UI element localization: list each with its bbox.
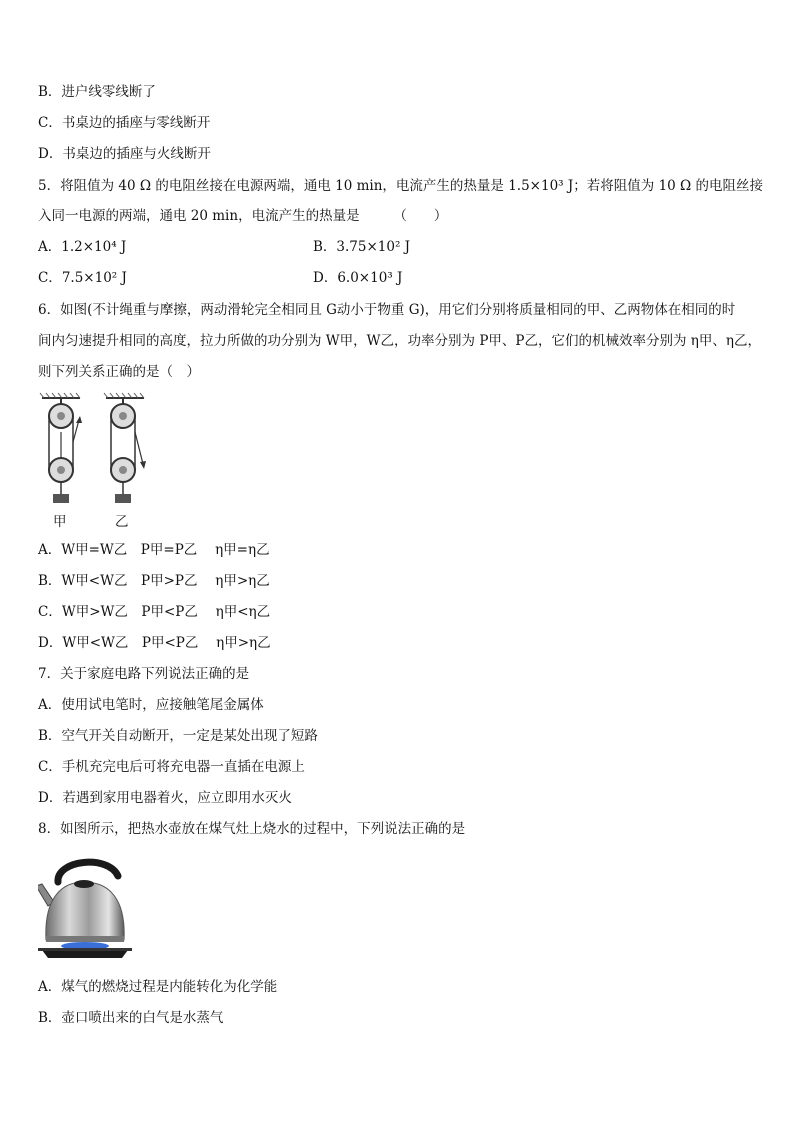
q6-option-c: C．W甲>W乙 P甲<P乙 η甲<η乙	[38, 604, 271, 620]
q5-option-b: B．3.75×10² J	[313, 239, 411, 255]
q7-option-b: B．空气开关自动断开，一定是某处出现了短路	[38, 728, 318, 744]
q5-option-a: A．1.2×10⁴ J	[38, 239, 127, 255]
pulley-right	[104, 393, 146, 503]
q7-option-a: A．使用试电笔时，应接触笔尾金属体	[38, 697, 264, 713]
pulley-left	[40, 393, 82, 503]
q7-option-d: D．若遇到家用电器着火，应立即用水灭火	[38, 790, 292, 806]
q8-option-b: B．壶口喷出来的白气是水蒸气	[38, 1010, 224, 1026]
q4-option-d: D．书桌边的插座与火线断开	[38, 146, 211, 162]
q5-stem-line2: 入同一电源的两端，通电 20 min，电流产生的热量是 （ ）	[38, 208, 448, 224]
figure-label-jia: 甲	[53, 514, 67, 530]
q7-stem: 7．关于家庭电路下列说法正确的是	[38, 666, 250, 682]
q8-stem: 8．如图所示，把热水壶放在煤气灶上烧水的过程中，下列说法正确的是	[38, 821, 466, 837]
q6-stem-line2: 间内匀速提升相同的高度，拉力所做的功分别为 W甲，W乙，功率分别为 P甲、P乙，它们的机械效率分别为 η甲、η乙，	[38, 333, 761, 349]
pulley-figure	[36, 392, 156, 530]
q4-option-b: B．进户线零线断了	[38, 84, 156, 100]
q6-stem-line1: 6．如图(不计绳重与摩擦，两动滑轮完全相同且 G动小于物重 G)，用它们分别将质量相同的甲、乙两物体在相同的时	[38, 302, 736, 318]
q5-option-d: D．6.0×10³ J	[313, 270, 403, 286]
kettle-image	[38, 852, 132, 962]
q7-option-c: C．手机充完电后可将充电器一直插在电源上	[38, 759, 305, 775]
q6-option-d: D．W甲<W乙 P甲<P乙 η甲>η乙	[38, 635, 271, 651]
figure-label-yi: 乙	[115, 514, 129, 530]
q6-stem-line3: 则下列关系正确的是（ ）	[38, 364, 200, 380]
q6-option-a: A．W甲=W乙 P甲=P乙 η甲=η乙	[38, 542, 270, 558]
q4-option-c: C．书桌边的插座与零线断开	[38, 115, 211, 131]
q5-option-c: C．7.5×10² J	[38, 270, 127, 286]
q8-option-a: A．煤气的燃烧过程是内能转化为化学能	[38, 979, 278, 995]
q5-stem-line1: 5．将阻值为 40 Ω 的电阻丝接在电源两端，通电 10 min，电流产生的热量是 1.5×10³ J；若将阻值为 10 Ω 的电阻丝接	[38, 178, 764, 194]
q6-option-b: B．W甲<W乙 P甲>P乙 η甲>η乙	[38, 573, 270, 589]
